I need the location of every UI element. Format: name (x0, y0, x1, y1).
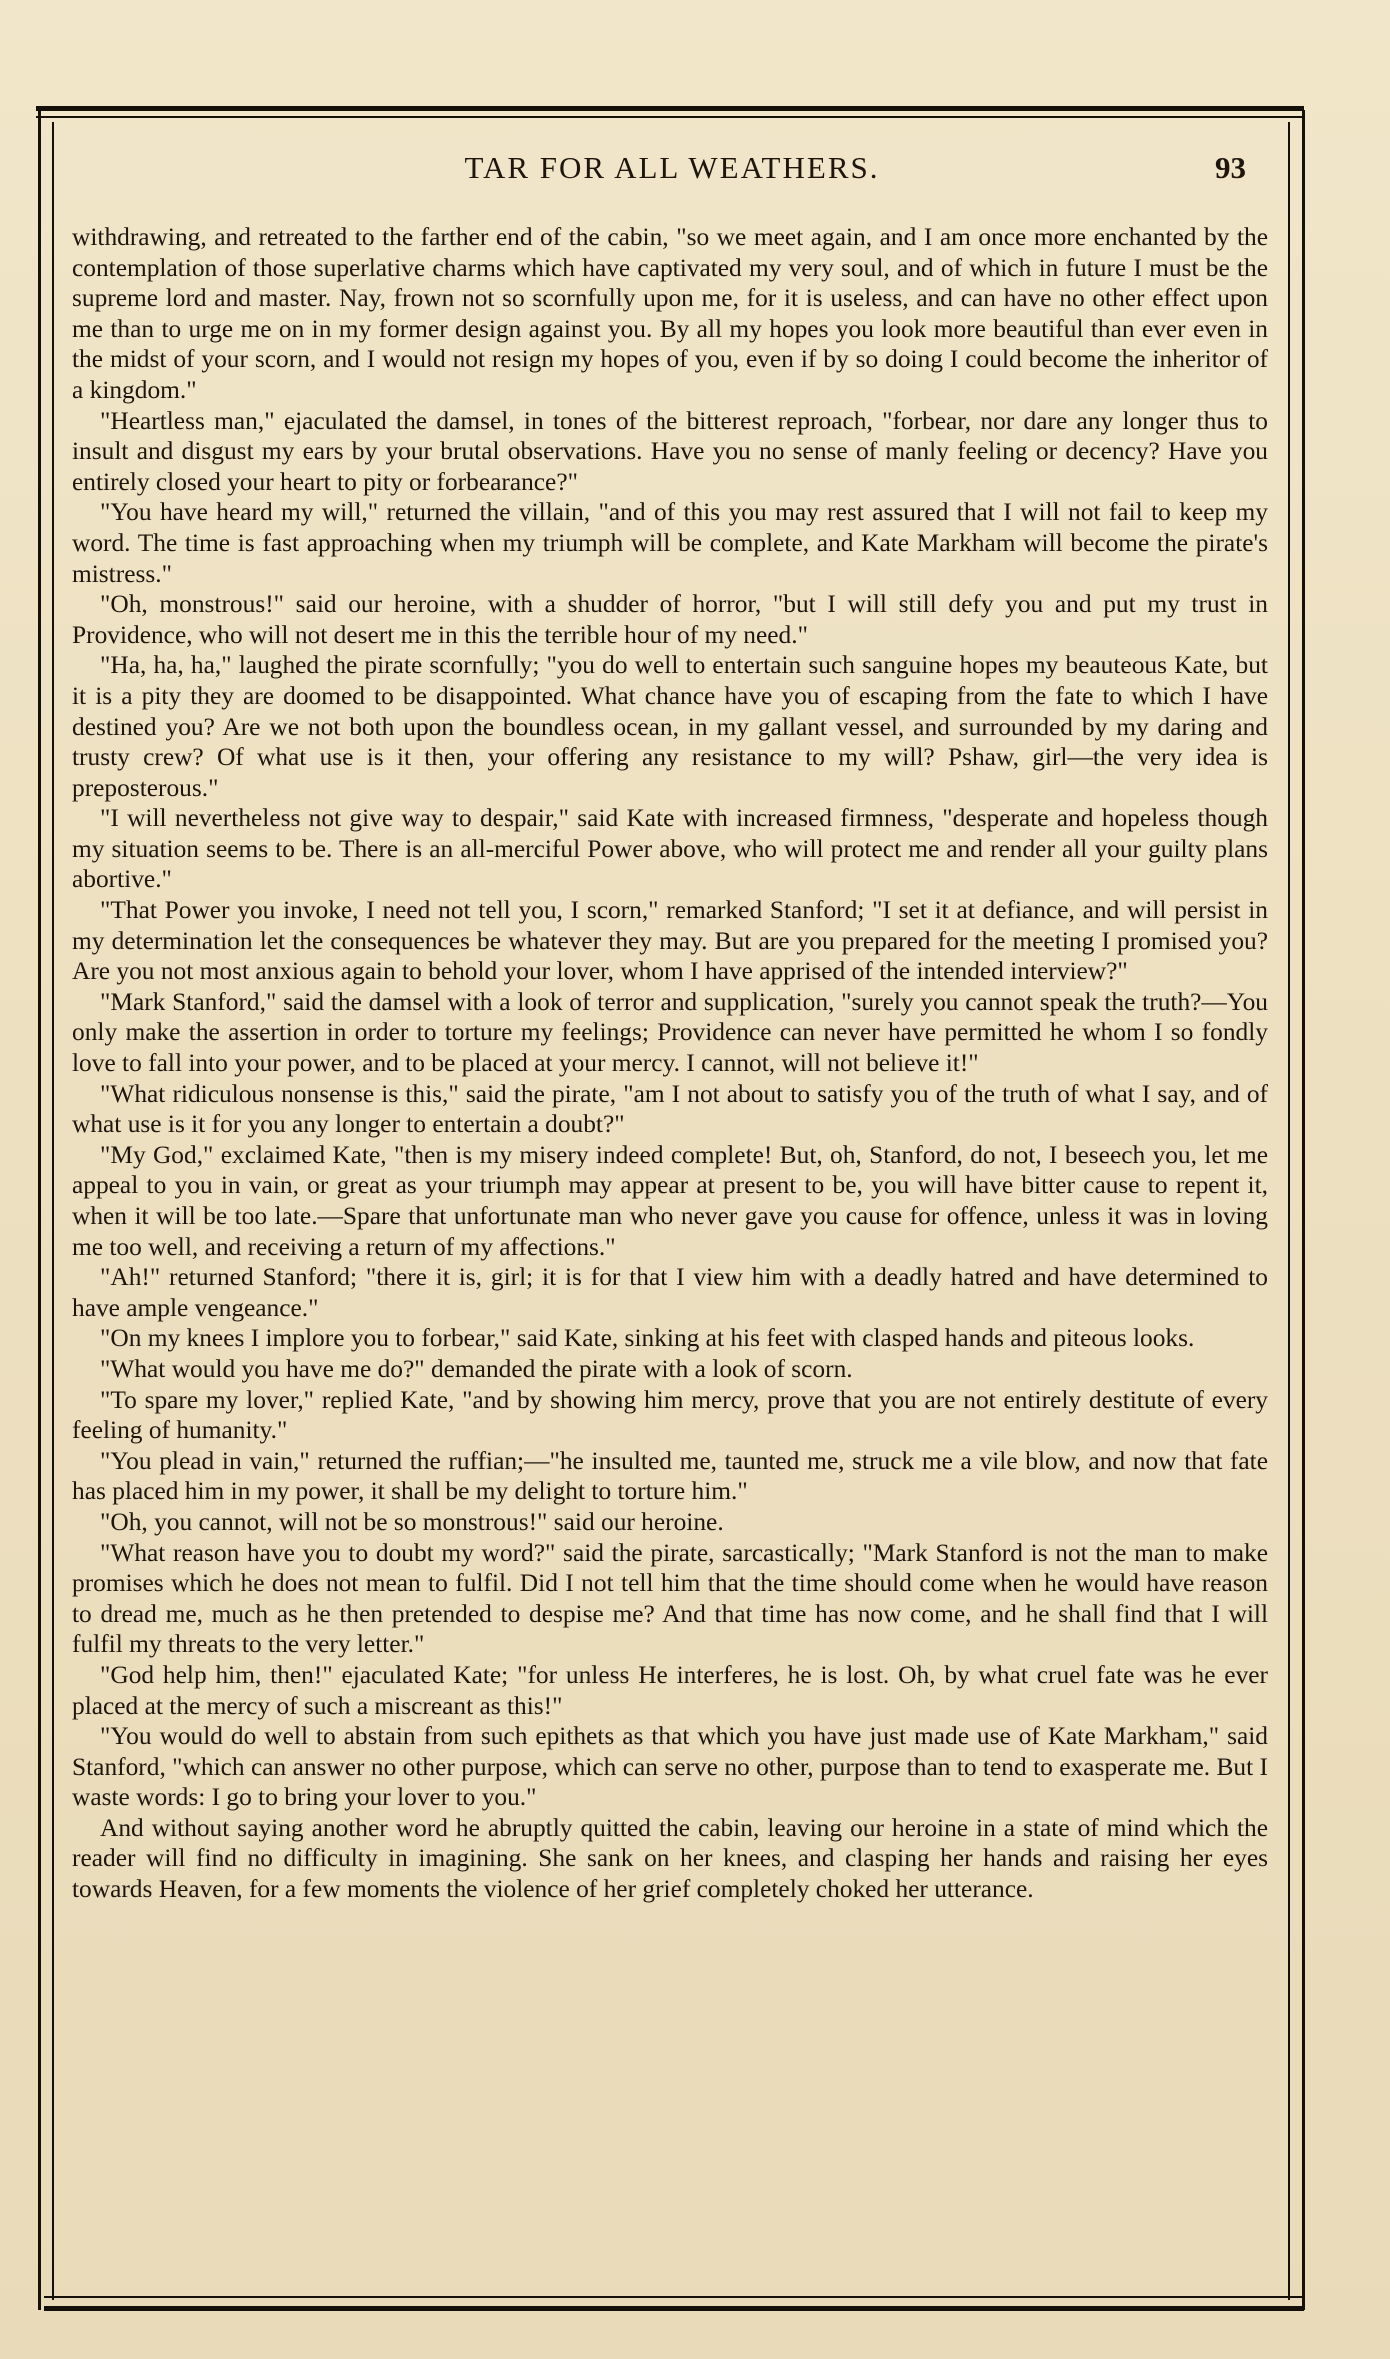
paragraph: "What would you have me do?" demanded the pirate with a look of scorn. (100, 1354, 853, 1383)
paragraph: "I will nevertheless not give way to despair," said Kate with increased firmness, "desperate and hopeless though my situation seems to be. There is an all-merciful Power above, who will protect me and render all your guilty plans abortive." (72, 804, 1268, 894)
paragraph: And without saying another word he abruptly quitted the cabin, leaving our heroine in a state of mind which the reader will find no difficulty in imagining. She sank on her knees, and clasping her hands and raising her eyes towards Heaven, for a few moments the violence of her grief completely choked her utterance. (72, 1813, 1268, 1904)
paragraph: "Ha, ha, ha," laughed the pirate scornfully; "you do well to entertain such sanguine hopes my beauteous Kate, but it is a pity they are doomed to be disappointed. What chance have you of escaping from the fate to which I have destined you? Are we not both upon the boundless ocean, in my gallant vessel, and surrounded by my daring and trusty crew? Of what use is it then, your offering any resistance to my will? Pshaw, girl—the very idea is preposterous." (72, 651, 1268, 802)
paragraph: "What ridiculous nonsense is this," said the pirate, "am I not about to satisfy you of the truth of what I say, and of what use is it for you any longer to entertain a doubt?" (72, 1079, 1268, 1139)
paragraph: "That Power you invoke, I need not tell you, I scorn," remarked Stanford; "I set it at defiance, and will persist in my determination let the consequences be whatever they may. But are you prepared for the meeting I promised you? Are you not most anxious again to behold your lover, whom I have apprised of the intended interview?" (72, 896, 1268, 986)
paragraph: "God help him, then!" ejaculated Kate; "for unless He interferes, he is lost. Oh, by what cruel fate was he ever placed at the mercy of such a miscreant as this!" (72, 1660, 1268, 1720)
paragraph: "Ah!" returned Stanford; "there it is, girl; it is for that I view him with a deadly hatred and have determined to have ample vengeance." (72, 1263, 1268, 1322)
paragraph: "You have heard my will," returned the villain, "and of this you may rest assured that I will not fail to keep my word. The time is fast approaching when my triumph will be complete, and Kate Markham will become the pirate's mistress." (72, 498, 1268, 588)
paragraph: "Heartless man," ejaculated the damsel, in tones of the bitterest reproach, "forbear, nor dare any longer thus to insult and disgust my ears by your brutal observations. Have you no sense of manly feeling or decency? Have you entirely closed your heart to pity or forbearance?" (72, 406, 1268, 496)
bottom-border-thick (44, 2306, 1304, 2311)
right-border-outer (1302, 110, 1305, 2310)
body-text (72, 222, 1268, 1905)
bottom-border-thin (44, 2296, 1304, 2298)
paragraph: withdrawing, and retreated to the farther end of the cabin, "so we meet again, and I am once more enchanted by the contemplation of those superlative charms which have captivated my very soul, and of which in future I must be the supreme lord and master. Nay, frown not so scornfully upon me, for it is useless, and can have no other effect upon me than to urge me on in my former design against you. By all my hopes you look more beautiful than ever even in the midst of your scorn, and I would not resign my hopes of you, even if by so doing I could become the inheritor of a kingdom." (72, 223, 1268, 404)
top-border-thick (36, 106, 1304, 111)
paragraph: "You would do well to abstain from such epithets as that which you have just made use of Kate Markham," said Stanford, "which can answer no other purpose, which can serve no other, purpose than to tend to exasperate me. But I waste words: I go to bring your lover to you." (72, 1722, 1268, 1812)
paragraph: "Oh, you cannot, will not be so monstrous!" said our heroine. (100, 1507, 724, 1536)
left-border-outer (38, 110, 41, 2310)
top-border-thin (36, 116, 1304, 118)
paragraph: "My God," exclaimed Kate, "then is my misery indeed complete! But, oh, Stanford, do not, I beseech you, let me appeal to you in vain, or great as your triumph may appear at present to be, you will have bitter cause to repent it, when it will be too late.—Spare that unfortunate man who never gave you cause for offence, unless it was in loving me too well, and receiving a return of my affections." (72, 1140, 1268, 1261)
right-border-inner (1288, 122, 1290, 2300)
page-header (72, 150, 1272, 190)
running-title: TAR FOR ALL WEATHERS. (464, 150, 880, 185)
paragraph: "To spare my lover," replied Kate, "and by showing him mercy, prove that you are not entirely destitute of every feeling of humanity." (72, 1385, 1268, 1445)
page-number: 93 (1215, 150, 1246, 185)
paragraph: "Mark Stanford," said the damsel with a look of terror and supplication, "surely you cannot speak the truth?—You only make the assertion in order to torture my feelings; Providence can never have permitted he whom I so fondly love to fall into your power, and to be placed at your mercy. I cannot, will not believe it!" (72, 987, 1268, 1078)
paragraph: "You plead in vain," returned the ruffian;—"he insulted me, taunted me, struck me a vile blow, and now that fate has placed him in my power, it shall be my delight to torture him." (72, 1446, 1268, 1506)
paragraph: "What reason have you to doubt my word?" said the pirate, sarcastically; "Mark Stanford is not the man to make promises which he does not mean to fulfil. Did I not tell him that the time should come when he would have reason to dread me, much as he then pretended to despise me? And that time has now come, and he shall find that I will fulfil my threats to the very letter." (72, 1538, 1268, 1659)
paragraph: "On my knees I implore you to forbear," said Kate, sinking at his feet with clasped hands and piteous looks. (100, 1324, 1195, 1353)
paragraph: "Oh, monstrous!" said our heroine, with a shudder of horror, "but I will still defy you and put my trust in Providence, who will not desert me in this the terrible hour of my need." (72, 590, 1268, 649)
left-border-inner (52, 122, 54, 2300)
